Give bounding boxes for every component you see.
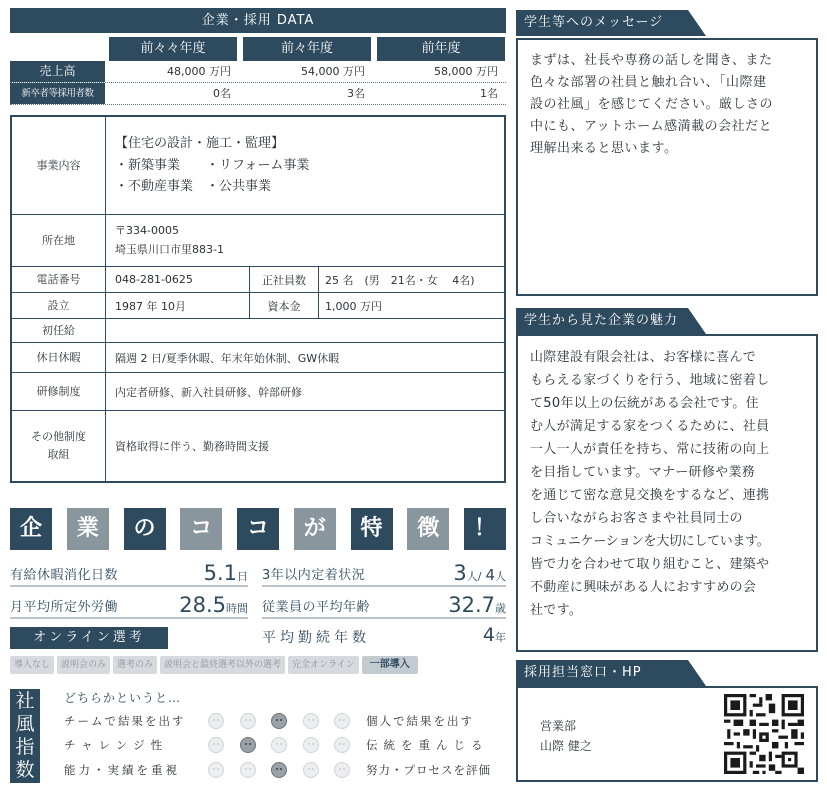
contact-info [540,716,592,756]
phone-label: 電話番号 [12,267,106,292]
scale-face-selected [240,737,256,753]
business-label: 事業内容 [12,117,106,214]
appeal-line: 一人一人が責任を持ち、常に技術の向上 [530,442,770,457]
salary-label: 初任給 [12,319,106,342]
culture-label-char: 社 [15,690,35,712]
sales-value-2: 54,000 万円 [301,65,365,78]
message-text [518,40,816,160]
phone-value: 048-281-0625 [115,273,193,286]
year-header-row [10,33,506,61]
avg-age-unit: 歳 [495,602,506,615]
hires-row [10,83,506,105]
online-option: 完全オンライン [288,656,359,674]
culture-scale [204,713,354,729]
message-line: 色々な部署の社員と触れ合い、「山際建 [530,75,767,90]
address-row [12,215,504,267]
salary-value [106,319,504,342]
banner-char: 企 [10,508,52,550]
other-row [12,411,504,481]
culture-label-char: 風 [15,713,35,735]
overtime-unit: 時間 [226,602,248,615]
appeal-line: を目指しています。マナー研修や業務 [530,465,756,480]
online-option-selected: 一部導入 [362,656,418,674]
appeal-line: コミュニケーションを大切にしています。 [530,534,770,549]
tenure-unit: 年 [495,631,506,644]
scale-face [240,762,256,778]
online-option: 説明会のみ [57,656,110,674]
founded-value: 1987 年 10月 [115,299,186,313]
culture-scale [204,737,354,753]
features-banner [10,508,506,550]
training-row [12,373,504,411]
avg-age-value: 32.7 [448,593,495,617]
scale-face [303,713,319,729]
scale-face [208,713,224,729]
culture-row [64,735,506,755]
culture-lead: どちらかというと… [64,691,182,705]
message-title: 学生等へのメッセージ [516,10,688,36]
training-value: 内定者研修、新入社員研修、幹部研修 [115,385,302,399]
paid-leave-value: 5.1 [203,561,237,585]
message-line: 理解出来ると思います。 [530,141,678,156]
tenure-label: 平均勤続年数 [262,630,370,646]
retention-unit: 人/ [466,570,482,583]
overtime-label: 月平均所定外労働 [10,600,119,615]
sales-row [10,61,506,83]
founded-row [12,293,504,319]
business-line: ・不動産事業 ・公共事業 [115,179,272,195]
online-option: 選考のみ [113,656,157,674]
other-label [12,411,106,481]
business-line: ・新築事業 ・リフォーム事業 [115,157,310,173]
salary-row [12,319,504,343]
culture-left: チームで結果を出す [64,714,186,728]
appeal-line: もらえる家づくりを行う、地域に密着し [530,373,770,388]
online-option: 導入なし [10,656,54,674]
scale-face [303,762,319,778]
paid-leave-label: 有給休暇消化日数 [10,568,119,583]
data-title: 企業・採用 DATA [10,8,506,33]
hires-value-1: 0名 [213,87,231,100]
avg-age-metric [262,595,506,619]
online-option: 説明会と最終選考以外の選考 [160,656,285,674]
message-line: まずは、社長や専務の話しを聞き、また [530,53,773,68]
appeal-text [518,336,816,622]
paid-leave-metric [10,563,248,587]
founded-label: 設立 [12,293,106,318]
banner-char: コ [180,508,222,550]
qr-code-icon[interactable] [724,694,804,774]
contact-title: 採用担当窓口・HP [516,660,688,686]
culture-row [64,711,506,731]
online-selection-title: オンライン選考 [10,627,168,649]
appeal-box [516,334,818,652]
street-address: 埼玉県川口市里883-1 [115,242,224,256]
holidays-value: 隔週 2 日/夏季休暇、年末年始休制、GW休暇 [115,351,340,365]
appeal-line: 不動産に興味がある人におすすめの会 [530,580,757,595]
culture-label-char: 数 [15,759,35,781]
culture-row [64,760,506,780]
business-line: 【住宅の設計・施工・監理】 [115,136,285,152]
banner-char: の [124,508,166,550]
sales-label: 売上高 [10,61,105,82]
scale-face [334,762,350,778]
sales-value-1: 48,000 万円 [167,65,231,78]
appeal-line: を通じて密な意見交換をするなど、連携 [530,488,770,503]
scale-face [271,737,287,753]
contact-name: 山際 健之 [540,739,592,753]
retention-label: 3年以内定着状況 [262,568,366,583]
culture-right: 個人で結果を出す [366,714,474,728]
scale-face [334,737,350,753]
overtime-value: 28.5 [179,593,226,617]
retention-total-unit: 人 [495,570,506,583]
avg-age-label: 従業員の平均年齢 [262,600,371,615]
scale-face-selected [271,713,287,729]
hires-label: 新卒者等採用者数 [10,83,105,104]
appeal-line: 山際建設有限会社は、お客様に喜んで [530,350,757,365]
culture-label-char: 指 [15,736,35,758]
appeal-title: 学生から見た企業の魅力 [516,308,688,334]
holidays-row [12,343,504,373]
year-header-3: 前年度 [377,37,505,61]
appeal-line: し合いながらお客さまや社員同士の [530,511,743,526]
appeal-line: 皆で力を合わせて取り組むこと、建築や [530,557,770,572]
retention-total: 4 [485,566,495,584]
banner-char: 業 [67,508,109,550]
business-value [106,117,504,214]
banner-char: ！ [464,508,506,550]
business-row [12,117,504,215]
retention-metric [262,563,506,587]
paid-leave-unit: 日 [237,570,248,583]
banner-char: 特 [351,508,393,550]
hires-value-3: 1名 [480,87,498,100]
banner-char: が [294,508,336,550]
culture-index-label [10,689,40,783]
scale-face [334,713,350,729]
capital-value: 1,000 万円 [325,299,382,313]
training-label: 研修制度 [12,373,106,410]
message-line: 中にも、アットホーム感満載の会社だと [530,119,773,134]
culture-index [10,689,506,783]
sales-value-3: 58,000 万円 [434,65,498,78]
other-label-line: 取組 [47,448,70,461]
culture-right: 努力・プロセスを評価 [366,763,491,777]
banner-char: 徴 [407,508,449,550]
contact-department: 営業部 [540,719,577,733]
holidays-label: 休日休暇 [12,343,106,372]
phone-row [12,267,504,293]
employees-label: 正社員数 [249,267,319,292]
appeal-line: て50年以上の伝統がある会社です。住 [530,396,759,411]
scale-face [208,762,224,778]
hires-value-2: 3名 [347,87,365,100]
scale-face [208,737,224,753]
retention-value: 3 [453,561,467,585]
year-header-2: 前々年度 [243,37,371,61]
tenure-value: 4 [482,624,495,646]
culture-left: 能力・実績を重視 [64,763,180,777]
appeal-line: む人が満足する家をつくるために、社員 [530,419,770,434]
online-options [10,656,506,674]
appeal-line: 社です。 [530,603,583,618]
company-data-panel [10,8,506,483]
culture-scale [204,762,354,778]
overtime-metric [10,595,248,619]
capital-label: 資本金 [249,293,319,318]
employees-value: 25 名 (男 21名・女 4名) [325,273,475,287]
message-line: 設の社風」を感じてください。厳しさの [530,97,774,112]
message-box [516,38,818,296]
address-label: 所在地 [12,215,106,266]
culture-left: チャレンジ性 [64,738,169,752]
other-label-line: その他制度 [31,430,86,444]
postal-code: 〒334-0005 [115,224,179,238]
other-value: 資格取得に伴う、勤務時間支援 [115,440,269,453]
year-header-1: 前々々年度 [109,37,237,61]
contact-box [516,686,818,782]
culture-right: 伝統を重んじる [366,738,489,752]
address-value [106,215,504,266]
scale-face [240,713,256,729]
scale-face [303,737,319,753]
company-info-table [10,115,506,483]
scale-face-selected [271,762,287,778]
banner-char: コ [237,508,279,550]
tenure-metric [262,624,506,650]
